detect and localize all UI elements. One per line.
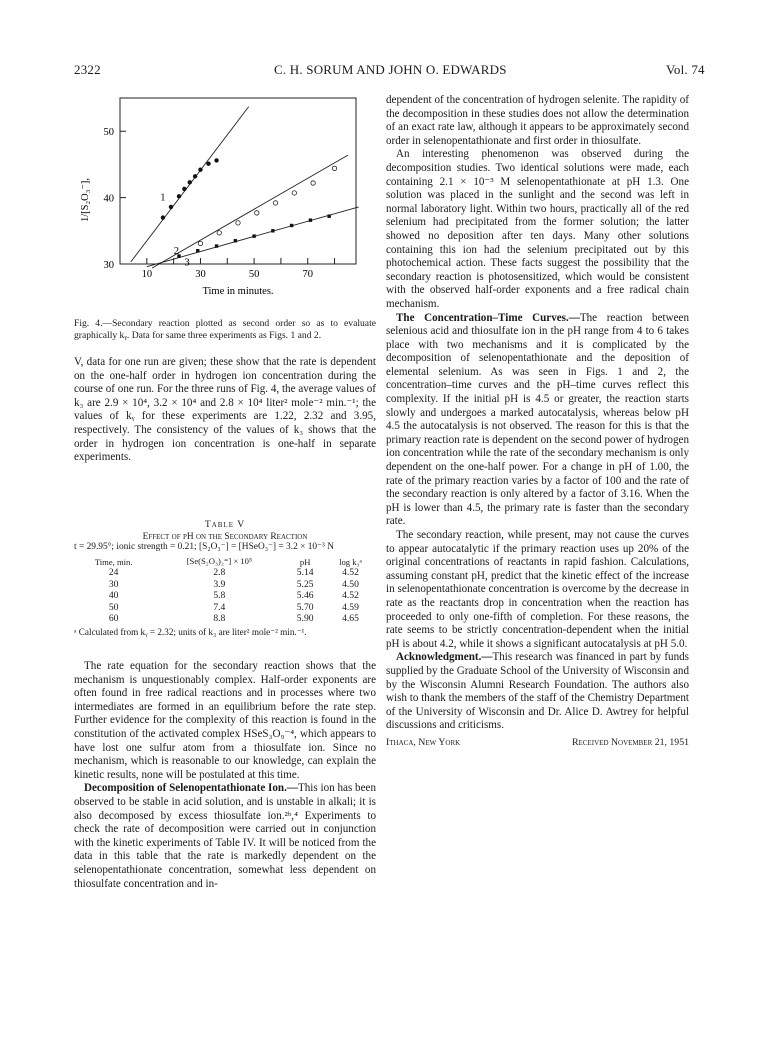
data-point-series-2 xyxy=(217,231,221,235)
data-point-series-2 xyxy=(292,191,296,195)
figure-4 xyxy=(74,90,376,318)
paragraph: This research was financed in part by funds supplied by the Graduate School of the University of Wisconsin and by the Wisconsin Alumni Research Foundation. The authors also wish to thank the members of the staff of the Chemistry Department of the University of Wisconsin and Dr. Alice D. Awtrey for helpful discussions and criticisms. xyxy=(386,651,689,732)
data-point-series-3 xyxy=(215,244,218,247)
right-column xyxy=(386,94,689,750)
table-cell: 5.14 xyxy=(296,567,314,578)
data-point-series-1 xyxy=(193,174,197,178)
paragraph: V, data for one run are given; these show that the rate is dependent on the one-half order in hydrogen ion concentration during the course of one run. For the three runs of Fig. 4, the average values of k₃ are 2.9 × 10⁴, 3.2 × 10⁴ and 2.8 × 10⁴ liter² mole⁻² min.⁻¹; the values of kᵧ for these experiments are 1.22, 2.32 and 3.95, respectively. The consistency of the values of k₃ shows that the order in hydrogen ion concentration is one-half in separate experiments. xyxy=(74,356,376,464)
table-cell: 24 xyxy=(108,567,119,578)
table-cell: 7.4 xyxy=(213,601,226,613)
section-heading: Decomposition of Selenopentathionate Ion.— xyxy=(84,782,298,795)
table-title: Table V xyxy=(204,519,246,530)
data-point-series-3 xyxy=(309,218,312,221)
table-cell: 5.90 xyxy=(296,613,314,625)
data-point-series-2 xyxy=(198,241,202,245)
x-tick-label: 10 xyxy=(141,269,153,280)
curve-label: 1 xyxy=(160,192,166,204)
data-point-series-2 xyxy=(236,221,240,225)
page-number: 2322 xyxy=(74,62,101,77)
data-point-series-2 xyxy=(273,201,277,205)
section-heading: The Concentration–Time Curves.— xyxy=(396,311,580,324)
table-cell: 4.59 xyxy=(342,601,359,613)
table-subtitle: Effect of pH on the Secondary Reaction xyxy=(142,532,308,542)
left-column-bottom xyxy=(74,660,376,891)
table-header-cell: [Se(S₂O₃)₂⁼] × 10⁵ xyxy=(186,556,252,566)
table-header-row xyxy=(74,556,376,567)
fit-line-2 xyxy=(152,155,348,268)
table-cell: 2.8 xyxy=(213,567,226,578)
paragraph: The reaction between selenious acid and thiosulfate ion in the pH range from 4 to 6 takes place with two mechanisms and it is complicated by the decomposition of selenopentathionate and the deposition of elemental selenium. As was seen in Figs. 1 and 2, the concentration–time curves and the pH–time curves reflect this complexity. If the initial pH is 4.5 or greater, the reaction starts slowly and undergoes a marked autocatalysis, whereas below pH 4.5 the autocatalysis is not observed. The reason for this is that the primary reaction rate is dependent on the second power of hydrogen ion concentration while the rate of the secondary mechanism is only dependent on the one-half power. For a change in pH of 1.00, the rate of the primary reaction varies by a factor of 100 and the rate of the secondary reaction is only altered by a factor of 3.16. When the pH is lower than 4.5, the primary rate is faster than the secondary rate. xyxy=(386,311,689,528)
table-row xyxy=(74,613,376,625)
table-cell: 5.70 xyxy=(296,601,314,613)
table-footnote: ᵃ Calculated from kᵧ = 2.32; units of k₃ are liter² mole⁻² min.⁻¹. xyxy=(74,626,307,637)
table-row xyxy=(74,579,376,591)
running-head: C. H. SORUM AND JOHN O. EDWARDS xyxy=(274,62,507,77)
data-point-series-1 xyxy=(161,215,165,219)
data-point-series-2 xyxy=(255,211,259,215)
table-cell: 4.65 xyxy=(342,613,359,625)
paragraph: The secondary reaction, while present, may not cause the curves to appear autocatalytic if the primary reaction uses up 20% of the original concentrations of reactants in rapid fashion. Calculations, assuming constant pH, predict that the kinetic effect of the increase in selenopentathionate concentration is overcome by the decrease in rate as the reactants drop in concentration when the reaction has proceeded to only one-fifth of completion. For these reasons, the rate seems to be strictly concentration-dependent when the initial pH is about 4.2, while it shows a significant autocatalysis at pH 5.0. xyxy=(386,529,689,650)
paragraph: An interesting phenomenon was observed during the decomposition studies. Two identical solutions were made, each containing 2.1 × 10⁻³ M selenopentathionate at pH 1.3. One solution was placed in the sunlight and the second was left in normal laboratory light. Within two hours, practically all of the red selenium had precipitated from the former solution; the latter showed no deposition after ten days. Many other solutions containing this ion had the selenium precipitated out by this photochemical action. These facts suggest the possibility that the secondary reaction is photosensitized, which would be consistent with the observed half-order exponents and a free radical chain mechanism. xyxy=(386,148,689,310)
table-header-cell: pH xyxy=(299,556,311,567)
data-point-series-3 xyxy=(271,229,274,232)
x-tick-label: 30 xyxy=(195,269,206,280)
table-cell: 5.25 xyxy=(296,578,314,590)
table-row xyxy=(74,567,376,579)
data-point-series-3 xyxy=(327,214,330,217)
table-cell: 40 xyxy=(108,590,119,602)
figure-4-chart xyxy=(74,90,376,318)
data-point-series-1 xyxy=(206,162,210,166)
footer-line xyxy=(386,736,689,750)
curve-label: 2 xyxy=(173,246,179,258)
plot-frame xyxy=(120,98,356,264)
data-point-series-2 xyxy=(311,181,315,185)
curve-label: 3 xyxy=(184,257,190,269)
y-tick-label: 50 xyxy=(103,127,114,139)
table-cell: 60 xyxy=(108,613,119,625)
x-tick-label: 50 xyxy=(248,269,260,280)
figure-caption: Fig. 4.—Secondary reaction plotted as second order so as to evaluate graphically kᵧ. Data for same three experiments as Figs. 1 and 2. xyxy=(74,318,376,341)
data-point-series-2 xyxy=(332,166,336,170)
data-point-series-3 xyxy=(290,224,293,227)
table-cell: 3.9 xyxy=(213,578,226,590)
data-point-series-1 xyxy=(188,180,192,184)
data-point-series-1 xyxy=(214,158,218,162)
paragraph: The rate equation for the secondary reaction shows that the mechanism is unquestionably complex. Half-order exponents are often found in free radical reactions and in processes where two intermediates are formed in an equilibrium before the rate step. Further evidence for the complexity of this reaction is found in the constitution of the activated complex HSeS₃O₉⁻⁴, which appears to have lost one sulfur atom from a thiosulfate ion. Since no mechanism, which is reasonable to our knowledge, can explain the kinetic results, none will be postulated at this time. xyxy=(74,660,376,781)
x-axis-label: Time in minutes. xyxy=(202,286,274,297)
table-header-cell: Time, min. xyxy=(94,556,133,567)
y-tick-label: 40 xyxy=(103,193,114,205)
received-date: Received November 21, 1951 xyxy=(572,736,689,748)
table-grid xyxy=(74,556,376,625)
table-conditions: t = 29.95°; ionic strength = 0.21; [S₂O₃⁻] = [HSeO₃⁻] = 3.2 × 10⁻³ N xyxy=(74,542,334,552)
table-row xyxy=(74,590,376,602)
table-cell: 5.46 xyxy=(296,590,314,602)
table-cell: 4.50 xyxy=(342,578,359,590)
y-tick-label: 30 xyxy=(103,260,114,271)
acknowledgment-heading: Acknowledgment.— xyxy=(396,651,493,664)
table-row xyxy=(74,602,376,614)
data-point-series-1 xyxy=(177,194,181,198)
data-point-series-1 xyxy=(182,187,186,191)
paragraph: dependent of the concentration of hydrogen selenite. The rapidity of the decomposition in these studies does not allow the determination of an exact rate law, although it appears to be approximately second order in selenopentathionate and first order in thiosulfate. xyxy=(386,94,689,147)
author-location: Ithaca, New York xyxy=(386,736,461,748)
table-cell: 4.52 xyxy=(342,590,359,602)
data-point-series-1 xyxy=(198,168,202,172)
table-cell: 8.8 xyxy=(213,613,226,625)
x-tick-label: 70 xyxy=(302,269,313,280)
y-axis-label: 1/[S₂O₃⁻], xyxy=(80,177,91,223)
data-point-series-1 xyxy=(169,205,173,209)
data-point-series-3 xyxy=(252,234,255,237)
table-cell: 4.52 xyxy=(342,567,359,578)
data-point-series-3 xyxy=(234,239,237,242)
paragraph: This ion has been observed to be stable in acid solution, and is unstable in alkali; it is also decomposed by excess thiosulfate ion.²ᵇ,⁴ Experiments to check the rate of decomposition were carried out in conjunction with the kinetic experiments of Table IV. It will be noticed from the data in this table that the rate is markedly dependent on the selenopentathionate concentration, somewhat less dependent on thiosulfate concentration and in- xyxy=(74,782,377,890)
table-header-cell: log k₃ᵃ xyxy=(339,556,362,567)
data-point-series-3 xyxy=(196,249,199,252)
table-cell: 30 xyxy=(108,578,119,590)
table-cell: 5.8 xyxy=(213,590,226,602)
table-v xyxy=(74,519,376,638)
left-column-top xyxy=(74,356,376,465)
table-cell: 50 xyxy=(108,601,119,613)
volume-label: Vol. 74 xyxy=(666,62,705,77)
